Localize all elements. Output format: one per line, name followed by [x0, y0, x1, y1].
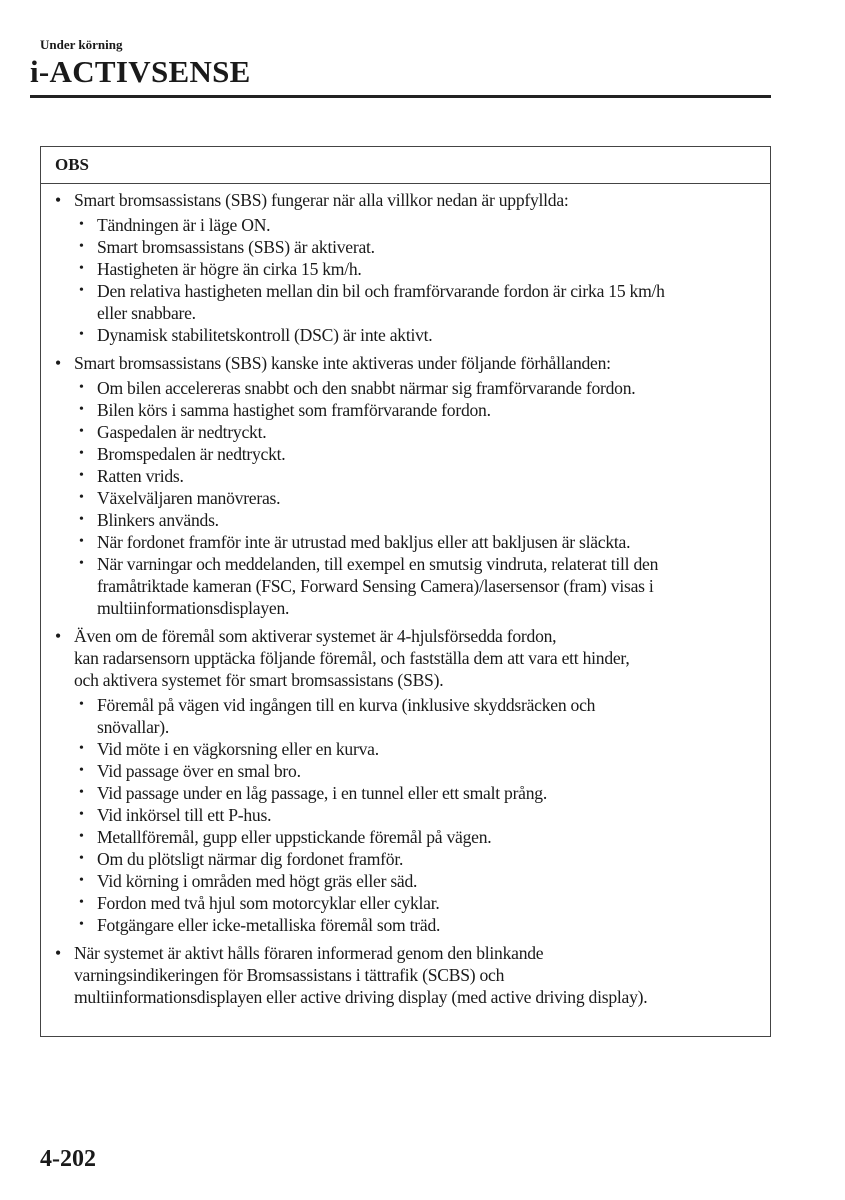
- bullet-line: [41, 942, 770, 964]
- sub-bullet-line: [41, 236, 770, 258]
- bullet-line: [41, 986, 770, 1008]
- section-label: Under körning: [40, 37, 123, 52]
- bullet-group: [41, 625, 770, 936]
- sub-bullet-text: eller snabbare.: [97, 303, 196, 323]
- bullet-text: multiinformationsdisplayen eller active driving display (med active driving display).: [74, 987, 648, 1007]
- sub-bullet-line: [41, 553, 770, 575]
- bullet-group: [41, 352, 770, 619]
- sub-bullet-icon: •: [79, 402, 84, 417]
- sub-bullet-text: Bromspedalen är nedtryckt.: [97, 444, 286, 464]
- sub-bullet-text: Föremål på vägen vid ingången till en kurva (inklusive skyddsräcken och: [97, 695, 596, 715]
- sub-bullet-line: [41, 716, 770, 738]
- sub-bullet-text: Blinkers används.: [97, 510, 219, 530]
- sub-bullet-text: Tändningen är i läge ON.: [97, 215, 271, 235]
- bullet-group: [41, 189, 770, 346]
- sub-bullet-text: När fordonet framför inte är utrustad med bakljus eller att bakljusen är släckta.: [97, 532, 631, 552]
- sub-bullet-text: Om bilen accelereras snabbt och den snabbt närmar sig framförvarande fordon.: [97, 378, 636, 398]
- sub-bullet-icon: •: [79, 895, 84, 910]
- sub-bullet-icon: •: [79, 239, 84, 254]
- sub-bullet-icon: •: [79, 556, 84, 571]
- sub-bullet-line: [41, 280, 770, 302]
- sub-bullet-icon: •: [79, 446, 84, 461]
- sub-bullet-icon: •: [79, 490, 84, 505]
- note-content: [41, 184, 770, 1008]
- sub-bullet-line: [41, 443, 770, 465]
- sub-bullet-icon: •: [79, 468, 84, 483]
- sub-bullet-icon: •: [79, 785, 84, 800]
- sub-bullet-icon: •: [79, 424, 84, 439]
- sub-bullet-text: Metallföremål, gupp eller uppstickande föremål på vägen.: [97, 827, 492, 847]
- sub-bullet-icon: •: [79, 851, 84, 866]
- sub-bullet-text: Vid passage under en låg passage, i en tunnel eller ett smalt prång.: [97, 783, 547, 803]
- bullet-text: När systemet är aktivt hålls föraren informerad genom den blinkande: [74, 943, 544, 963]
- sub-bullet-line: [41, 258, 770, 280]
- sub-bullet-line: [41, 377, 770, 399]
- sub-bullet-text: Vid möte i en vägkorsning eller en kurva.: [97, 739, 379, 759]
- sub-bullet-text: När varningar och meddelanden, till exempel en smutsig vindruta, relaterat till den: [97, 554, 659, 574]
- sub-bullet-text: Om du plötsligt närmar dig fordonet framför.: [97, 849, 404, 869]
- sub-bullet-text: Fordon med två hjul som motorcyklar eller cyklar.: [97, 893, 440, 913]
- sub-bullet-line: [41, 487, 770, 509]
- sub-bullet-icon: •: [79, 697, 84, 712]
- title-rule: [30, 95, 771, 98]
- bullet-icon: •: [55, 190, 61, 210]
- sub-bullet-icon: •: [79, 512, 84, 527]
- sub-bullet-text: Smart bromsassistans (SBS) är aktiverat.: [97, 237, 375, 257]
- sub-bullet-icon: •: [79, 283, 84, 298]
- sub-bullet-icon: •: [79, 763, 84, 778]
- sub-bullet-line: [41, 421, 770, 443]
- page-number: 4-202: [40, 1146, 96, 1172]
- bullet-text: kan radarsensorn upptäcka följande föremål, och fastställa dem att vara ett hinder,: [74, 648, 630, 668]
- sub-bullet-text: multiinformationsdisplayen.: [97, 598, 290, 618]
- sub-bullet-line: [41, 782, 770, 804]
- sub-bullet-text: Ratten vrids.: [97, 466, 184, 486]
- bullet-icon: •: [55, 943, 61, 963]
- sub-bullet-line: [41, 597, 770, 619]
- bullet-line: [41, 189, 770, 211]
- sub-bullet-icon: •: [79, 829, 84, 844]
- sub-bullet-icon: •: [79, 873, 84, 888]
- sub-bullet-text: Den relativa hastigheten mellan din bil och framförvarande fordon är cirka 15 km/h: [97, 281, 665, 301]
- bullet-group: [41, 942, 770, 1008]
- bullet-text: Smart bromsassistans (SBS) fungerar när alla villkor nedan är uppfyllda:: [74, 190, 569, 210]
- bullet-text: och aktivera systemet för smart bromsassistans (SBS).: [74, 670, 444, 690]
- bullet-line: [41, 964, 770, 986]
- sub-bullet-icon: •: [79, 917, 84, 932]
- bullet-icon: •: [55, 353, 61, 373]
- sub-bullet-text: snövallar).: [97, 717, 169, 737]
- sub-bullet-text: Dynamisk stabilitetskontroll (DSC) är inte aktivt.: [97, 325, 433, 345]
- sub-bullet-icon: •: [79, 217, 84, 232]
- sub-bullet-icon: •: [79, 380, 84, 395]
- sub-bullet-text: Växelväljaren manövreras.: [97, 488, 281, 508]
- sub-bullet-icon: •: [79, 327, 84, 342]
- sub-bullet-line: [41, 324, 770, 346]
- sub-bullet-text: Fotgängare eller icke-metalliska föremål som träd.: [97, 915, 441, 935]
- sub-bullet-text: Bilen körs i samma hastighet som framförvarande fordon.: [97, 400, 491, 420]
- sub-bullet-line: [41, 914, 770, 936]
- sub-bullet-icon: •: [79, 807, 84, 822]
- sub-bullet-text: Vid passage över en smal bro.: [97, 761, 301, 781]
- sub-bullet-icon: •: [79, 534, 84, 549]
- note-label: OBS: [41, 147, 770, 184]
- sub-bullet-line: [41, 399, 770, 421]
- sub-bullet-line: [41, 760, 770, 782]
- bullet-line: [41, 352, 770, 374]
- note-box: [40, 146, 771, 1037]
- page-title: i-ACTIVSENSE: [30, 54, 251, 89]
- sub-bullet-line: [41, 302, 770, 324]
- sub-bullet-line: [41, 826, 770, 848]
- bullet-text: varningsindikeringen för Bromsassistans i tättrafik (SCBS) och: [74, 965, 505, 985]
- sub-bullet-line: [41, 804, 770, 826]
- sub-bullet-line: [41, 531, 770, 553]
- sub-bullet-text: Vid körning i områden med högt gräs eller säd.: [97, 871, 418, 891]
- bullet-icon: •: [55, 626, 61, 646]
- bullet-line: [41, 669, 770, 691]
- bullet-text: Smart bromsassistans (SBS) kanske inte aktiveras under följande förhållanden:: [74, 353, 611, 373]
- sub-bullet-line: [41, 892, 770, 914]
- sub-bullet-line: [41, 738, 770, 760]
- sub-bullet-line: [41, 465, 770, 487]
- sub-bullet-text: Gaspedalen är nedtryckt.: [97, 422, 267, 442]
- sub-bullet-text: Vid inkörsel till ett P-hus.: [97, 805, 272, 825]
- sub-bullet-line: [41, 214, 770, 236]
- sub-bullet-line: [41, 848, 770, 870]
- sub-bullet-icon: •: [79, 741, 84, 756]
- sub-bullet-line: [41, 509, 770, 531]
- bullet-text: Även om de föremål som aktiverar systemet är 4-hjulsförsedda fordon,: [74, 626, 557, 646]
- sub-bullet-text: Hastigheten är högre än cirka 15 km/h.: [97, 259, 362, 279]
- bullet-line: [41, 647, 770, 669]
- sub-bullet-line: [41, 575, 770, 597]
- sub-bullet-line: [41, 694, 770, 716]
- bullet-line: [41, 625, 770, 647]
- sub-bullet-text: framåtriktade kameran (FSC, Forward Sensing Camera)/lasersensor (fram) visas i: [97, 576, 654, 596]
- sub-bullet-line: [41, 870, 770, 892]
- sub-bullet-icon: •: [79, 261, 84, 276]
